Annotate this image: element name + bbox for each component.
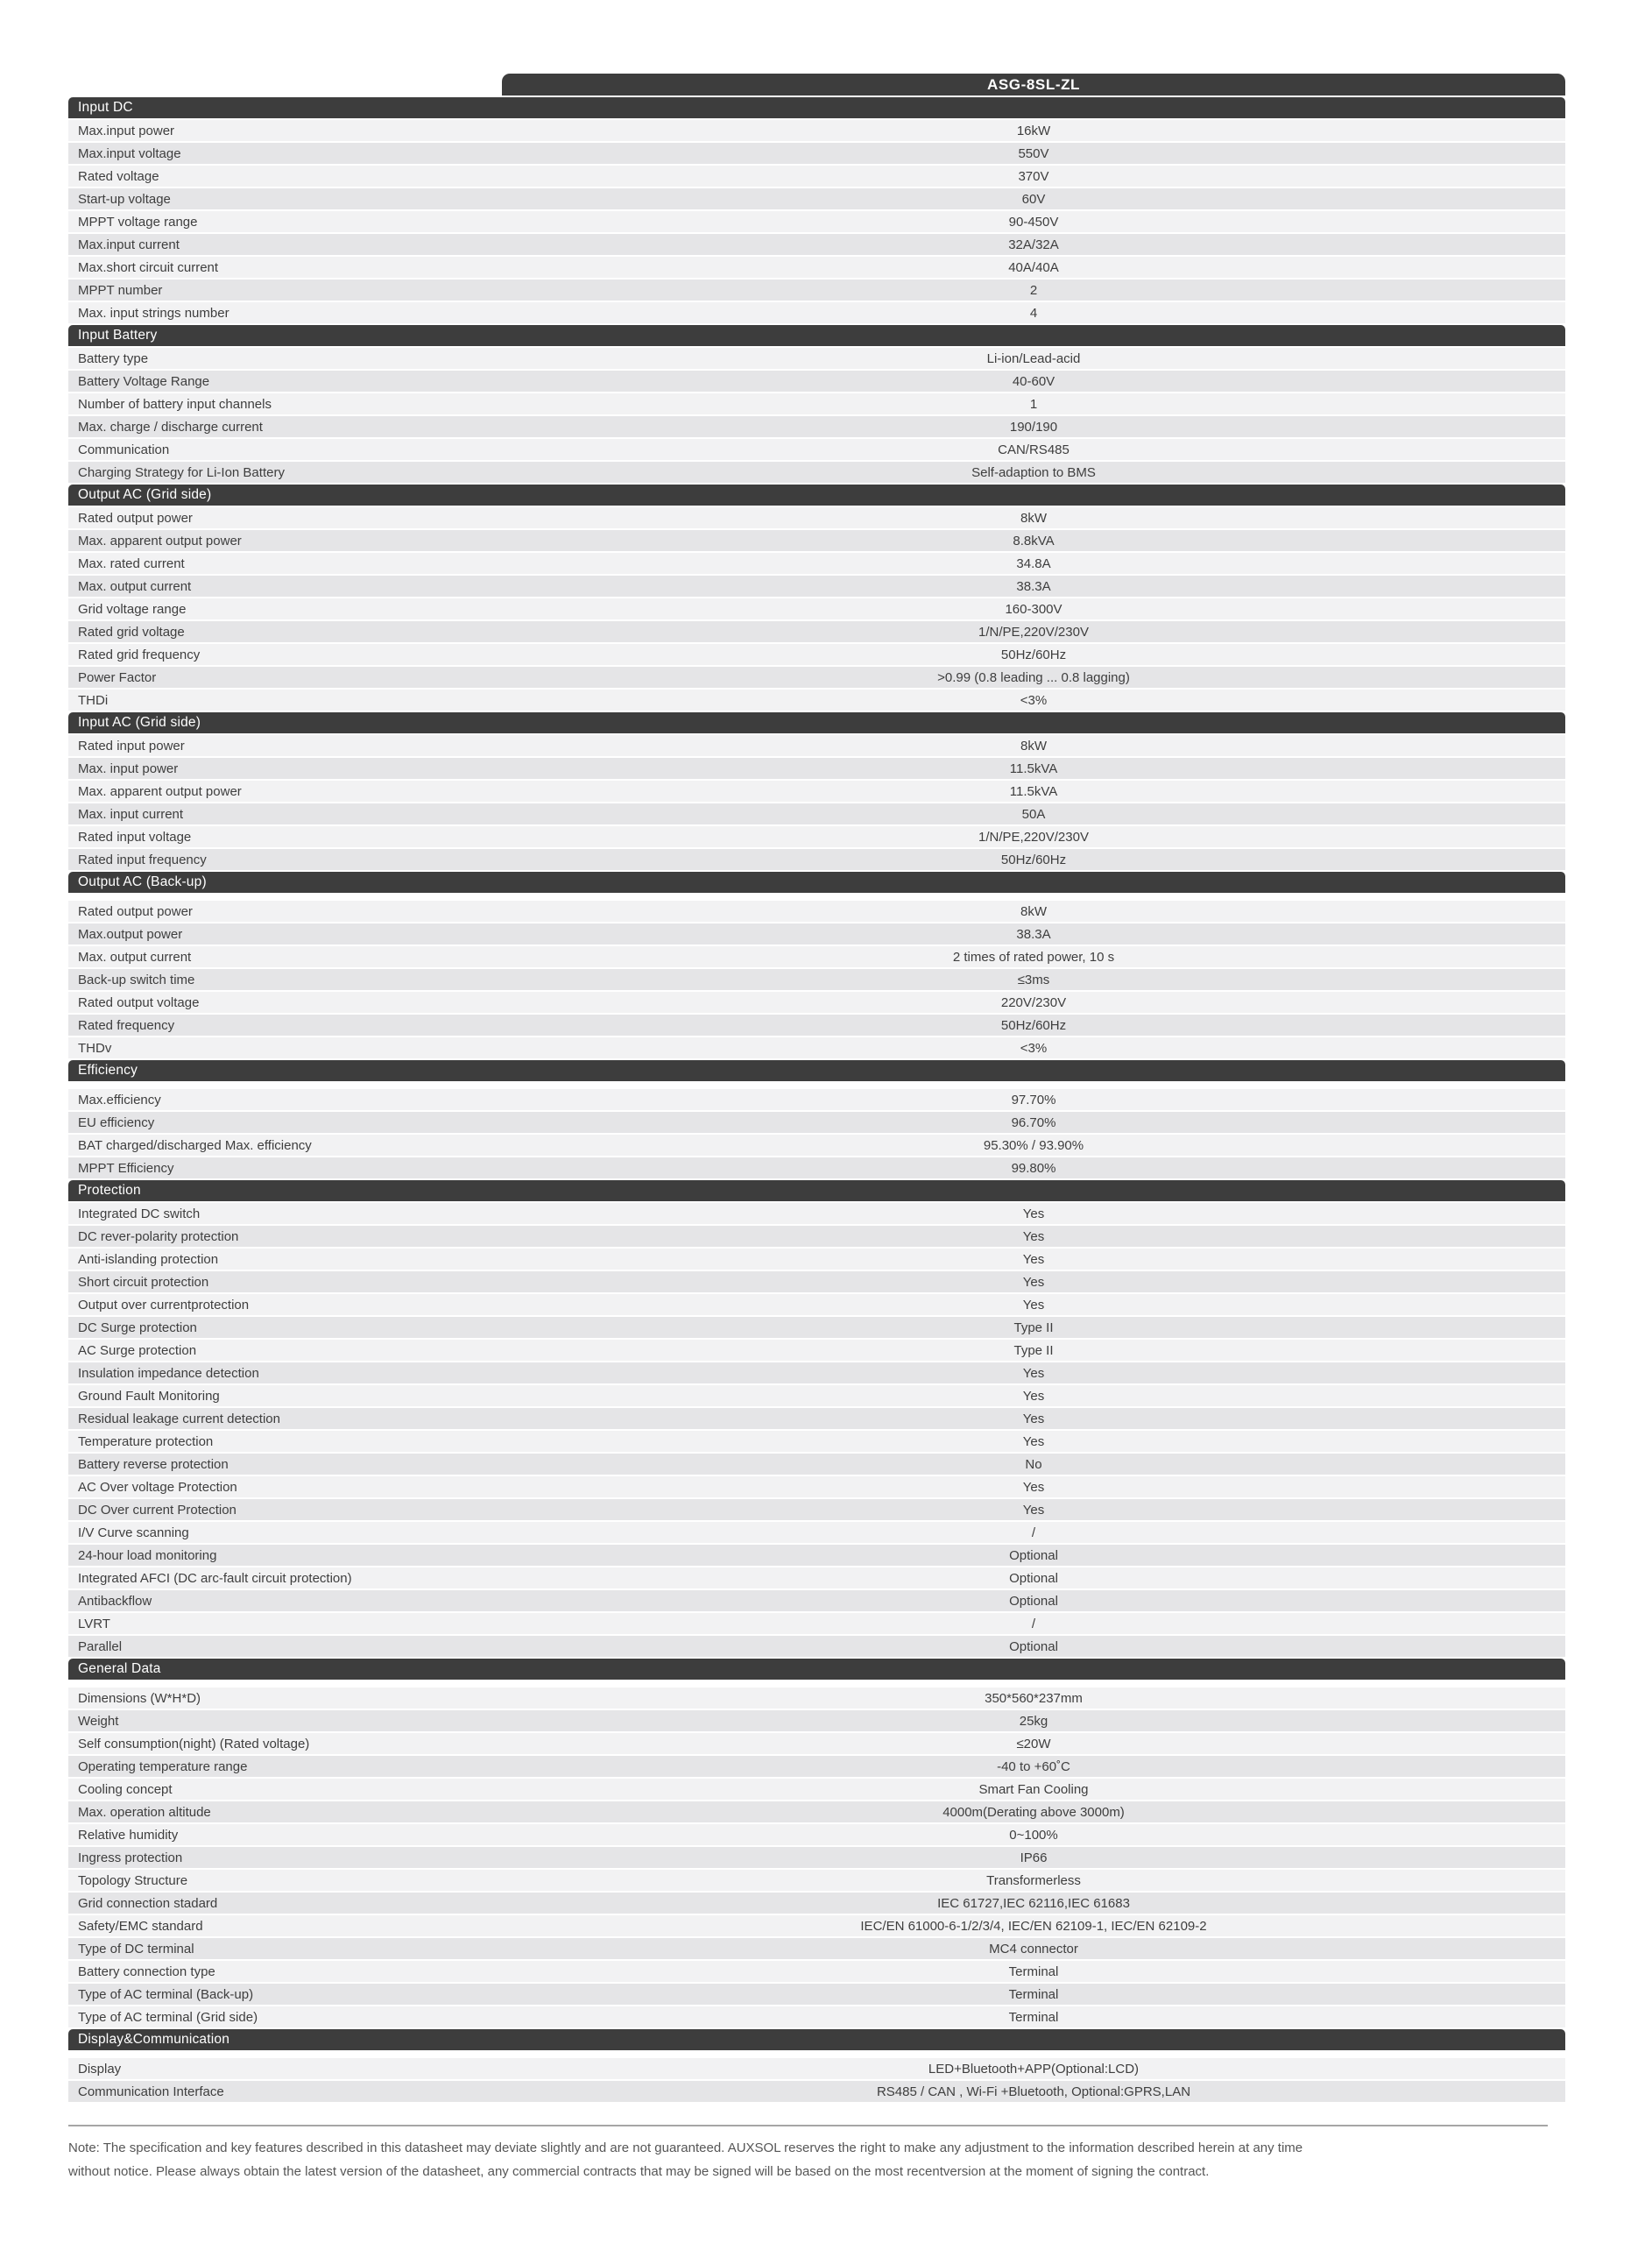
row-label: Grid voltage range (78, 601, 187, 617)
row-value: 97.70% (1011, 1092, 1056, 1107)
section-header (68, 1180, 1565, 1201)
spec-row (68, 1499, 1565, 1520)
section-display-communication (68, 2029, 1565, 2102)
row-value: 96.70% (1011, 1114, 1056, 1130)
spec-row (68, 257, 1565, 278)
spec-row (68, 826, 1565, 847)
spec-row (68, 393, 1565, 414)
row-value: 95.30% / 93.90% (983, 1137, 1084, 1153)
row-label: Cooling concept (78, 1781, 173, 1797)
row-label: Integrated AFCI (DC arc-fault circuit protection) (78, 1570, 352, 1586)
row-value: Terminal (1008, 2009, 1059, 2025)
row-value: -40 to +60˚C (997, 1758, 1070, 1774)
row-value: 50A (1021, 806, 1046, 822)
row-label: Antibackflow (78, 1593, 152, 1609)
section-input-dc (68, 97, 1565, 323)
spec-row (68, 1915, 1565, 1936)
spec-row (68, 1847, 1565, 1868)
section-title: Efficiency (78, 1063, 138, 1078)
row-label: AC Surge protection (78, 1342, 197, 1358)
row-value: 38.3A (1016, 578, 1051, 594)
row-value: RS485 / CAN , Wi-Fi +Bluetooth, Optional:GPRS,LAN (876, 2084, 1191, 2099)
section-header (68, 325, 1565, 346)
row-value: 40A/40A (1008, 259, 1059, 275)
row-value: Optional (1009, 1547, 1058, 1563)
spec-table (68, 74, 1565, 2183)
spec-row (68, 621, 1565, 642)
row-value: / (1031, 1525, 1036, 1540)
spec-row (68, 1112, 1565, 1133)
row-value: Type II (1013, 1342, 1054, 1358)
spec-row (68, 1317, 1565, 1338)
row-value: Yes (1022, 1365, 1045, 1381)
section-general-data (68, 1659, 1565, 2027)
section-header (68, 2029, 1565, 2050)
row-value: 11.5kVA (1009, 783, 1058, 799)
row-value: 220V/230V (1000, 994, 1067, 1010)
row-value: Yes (1022, 1274, 1045, 1290)
row-label: Start-up voltage (78, 191, 171, 207)
section-header (68, 1060, 1565, 1081)
row-value: Type II (1013, 1320, 1054, 1335)
footnote-line-1: Note: The specification and key features described in this datasheet may deviate slightly and are not guaranteed. AUXSOL reserves the right to make any adjustment to the information described herein at any time (68, 2140, 1303, 2155)
spec-row (68, 1037, 1565, 1058)
spec-row (68, 1385, 1565, 1406)
row-label: Insulation impedance detection (78, 1365, 259, 1381)
spec-row (68, 781, 1565, 802)
row-label: Back-up switch time (78, 972, 195, 987)
row-label: Weight (78, 1713, 119, 1729)
section-header (68, 872, 1565, 893)
row-value: Optional (1009, 1570, 1058, 1586)
row-label: Type of AC terminal (Grid side) (78, 2009, 258, 2025)
spec-row (68, 1590, 1565, 1611)
row-value: 1/N/PE,220V/230V (978, 829, 1089, 845)
row-value: <3% (1020, 692, 1048, 708)
row-value: ≤20W (1016, 1736, 1051, 1751)
row-value: Yes (1022, 1502, 1045, 1518)
spec-row (68, 1362, 1565, 1383)
spec-row (68, 1249, 1565, 1270)
row-label: Max. input power (78, 761, 179, 776)
row-label: Max.short circuit current (78, 259, 219, 275)
spec-sections (68, 97, 1565, 2102)
row-label: THDi (78, 692, 109, 708)
row-label: Max. operation altitude (78, 1804, 211, 1820)
row-value: 50Hz/60Hz (1000, 852, 1067, 867)
spec-row (68, 1476, 1565, 1497)
spec-row (68, 667, 1565, 688)
spec-row (68, 143, 1565, 164)
row-value: 550V (1018, 145, 1049, 161)
row-label: Type of DC terminal (78, 1941, 194, 1956)
section-title: Display&Communication (78, 2032, 230, 2047)
row-label: EU efficiency (78, 1114, 155, 1130)
row-label: DC rever-polarity protection (78, 1228, 239, 1244)
row-value: 160-300V (1005, 601, 1063, 617)
row-label: MPPT voltage range (78, 214, 198, 230)
row-label: Max. output current (78, 578, 192, 594)
row-label: Battery connection type (78, 1964, 215, 1979)
row-label: Max.input current (78, 237, 180, 252)
row-value: 99.80% (1011, 1160, 1056, 1176)
section-output-ac-back-up (68, 872, 1565, 1058)
row-value: 38.3A (1016, 926, 1051, 942)
footer-divider (68, 2125, 1548, 2126)
spec-row (68, 803, 1565, 824)
section-efficiency (68, 1060, 1565, 1178)
spec-row (68, 1340, 1565, 1361)
row-value: Li-ion/Lead-acid (986, 350, 1081, 366)
spec-row (68, 1938, 1565, 1959)
spec-row (68, 1203, 1565, 1224)
spec-row (68, 416, 1565, 437)
row-value: 40-60V (1012, 373, 1055, 389)
row-label: Max. apparent output power (78, 533, 242, 548)
spec-row (68, 946, 1565, 967)
row-label: Max. input strings number (78, 305, 229, 321)
row-value: 50Hz/60Hz (1000, 647, 1067, 662)
row-value: Smart Fan Cooling (978, 1781, 1089, 1797)
row-label: AC Over voltage Protection (78, 1479, 237, 1495)
spec-row (68, 462, 1565, 483)
row-value: Transformerless (986, 1872, 1081, 1888)
model-name: ASG-8SL-ZL (986, 75, 1081, 93)
footnote (68, 2137, 1565, 2183)
spec-row (68, 1961, 1565, 1982)
row-value: 32A/32A (1008, 237, 1059, 252)
spec-row (68, 211, 1565, 232)
row-label: Communication Interface (78, 2084, 224, 2099)
spec-row (68, 1613, 1565, 1634)
row-value: / (1031, 1616, 1036, 1631)
row-value: 60V (1021, 191, 1046, 207)
spec-row (68, 507, 1565, 528)
row-value: Terminal (1008, 1986, 1059, 2002)
row-label: Max.input power (78, 123, 175, 138)
row-label: 24-hour load monitoring (78, 1547, 217, 1563)
row-label: Relative humidity (78, 1827, 179, 1843)
row-value: 11.5kVA (1009, 761, 1058, 776)
section-output-ac-grid-side (68, 485, 1565, 711)
row-value: Yes (1022, 1433, 1045, 1449)
row-value: 2 (1029, 282, 1038, 298)
section-protection (68, 1180, 1565, 1657)
row-value: 16kW (1016, 123, 1051, 138)
spec-row (68, 758, 1565, 779)
row-label: Anti-islanding protection (78, 1251, 219, 1267)
row-label: Short circuit protection (78, 1274, 209, 1290)
row-value: Yes (1022, 1388, 1045, 1404)
spec-row (68, 553, 1565, 574)
row-value: 2 times of rated power, 10 s (952, 949, 1115, 965)
section-title: General Data (78, 1661, 161, 1676)
row-value: IP66 (1020, 1850, 1048, 1865)
section-title: Output AC (Back-up) (78, 874, 207, 889)
row-value: 25kg (1019, 1713, 1048, 1729)
spec-row (68, 1984, 1565, 2005)
spec-row (68, 348, 1565, 369)
row-label: Operating temperature range (78, 1758, 248, 1774)
row-label: Battery Voltage Range (78, 373, 210, 389)
row-label: Battery reverse protection (78, 1456, 229, 1472)
row-label: Self consumption(night) (Rated voltage) (78, 1736, 310, 1751)
spec-row (68, 576, 1565, 597)
footnote-line-2: without notice. Please always obtain the latest version of the datasheet, any commercial contracts that may be signed will be based on the most recentversion at the moment of signing the contract. (68, 2163, 1210, 2179)
spec-row (68, 2006, 1565, 2027)
row-value: 190/190 (1009, 419, 1058, 435)
spec-row (68, 1135, 1565, 1156)
spec-row (68, 1454, 1565, 1475)
spec-row (68, 923, 1565, 945)
row-label: Rated grid voltage (78, 624, 185, 640)
row-value: 1/N/PE,220V/230V (978, 624, 1089, 640)
spec-row (68, 2081, 1565, 2102)
row-value: 8kW (1020, 738, 1047, 754)
spec-row (68, 1870, 1565, 1891)
spec-row (68, 644, 1565, 665)
row-value: 8kW (1020, 903, 1047, 919)
row-label: Max. rated current (78, 555, 185, 571)
row-label: BAT charged/discharged Max. efficiency (78, 1137, 312, 1153)
section-header (68, 1659, 1565, 1680)
row-label: Charging Strategy for Li-Ion Battery (78, 464, 285, 480)
row-value: Yes (1022, 1479, 1045, 1495)
spec-row (68, 1408, 1565, 1429)
spec-row (68, 1801, 1565, 1822)
row-value: IEC/EN 61000-6-1/2/3/4, IEC/EN 62109-1, IEC/EN 62109-2 (860, 1918, 1207, 1934)
row-value: 370V (1018, 168, 1049, 184)
row-value: Yes (1022, 1297, 1045, 1313)
row-label: Rated voltage (78, 168, 159, 184)
section-header (68, 712, 1565, 733)
row-label: Battery type (78, 350, 149, 366)
spec-row (68, 166, 1565, 187)
row-label: Max. charge / discharge current (78, 419, 263, 435)
spec-row (68, 120, 1565, 141)
spec-row (68, 969, 1565, 990)
row-value: Yes (1022, 1206, 1045, 1221)
row-value: 8.8kVA (1013, 533, 1055, 548)
row-label: Topology Structure (78, 1872, 188, 1888)
row-value: >0.99 (0.8 leading ... 0.8 lagging) (937, 669, 1130, 685)
spec-row (68, 1089, 1565, 1110)
row-value: 34.8A (1016, 555, 1051, 571)
row-value: IEC 61727,IEC 62116,IEC 61683 (937, 1895, 1130, 1911)
row-label: Power Factor (78, 669, 157, 685)
row-label: Rated grid frequency (78, 647, 201, 662)
spec-row (68, 849, 1565, 870)
spec-row (68, 1824, 1565, 1845)
row-value: Optional (1009, 1638, 1058, 1654)
row-label: DC Over current Protection (78, 1502, 237, 1518)
spec-row (68, 1710, 1565, 1731)
row-value: Optional (1009, 1593, 1058, 1609)
spec-row (68, 530, 1565, 551)
row-label: Max.efficiency (78, 1092, 161, 1107)
row-value: Yes (1022, 1228, 1045, 1244)
row-label: Rated output voltage (78, 994, 200, 1010)
row-value: <3% (1020, 1040, 1048, 1056)
row-label: Dimensions (W*H*D) (78, 1690, 201, 1706)
row-value: 0~100% (1009, 1827, 1058, 1843)
row-label: Rated input voltage (78, 829, 192, 845)
row-value: CAN/RS485 (998, 442, 1070, 457)
row-label: Rated frequency (78, 1017, 175, 1033)
row-value: Self-adaption to BMS (971, 464, 1096, 480)
row-label: Grid connection stadard (78, 1895, 218, 1911)
section-title: Input DC (78, 100, 133, 115)
section-input-ac-grid-side (68, 712, 1565, 870)
spec-row (68, 1157, 1565, 1178)
spec-row (68, 1688, 1565, 1709)
spec-row (68, 901, 1565, 922)
spec-row (68, 1545, 1565, 1566)
row-label: MPPT number (78, 282, 163, 298)
row-label: Max. apparent output power (78, 783, 242, 799)
row-value: 350*560*237mm (985, 1690, 1083, 1706)
row-label: Temperature protection (78, 1433, 214, 1449)
spec-row (68, 302, 1565, 323)
row-value: 90-450V (1008, 214, 1059, 230)
row-label: Rated input frequency (78, 852, 207, 867)
spec-row (68, 234, 1565, 255)
row-label: Max.output power (78, 926, 183, 942)
spec-row (68, 690, 1565, 711)
row-label: MPPT Efficiency (78, 1160, 174, 1176)
row-label: DC Surge protection (78, 1320, 197, 1335)
row-label: Integrated DC switch (78, 1206, 201, 1221)
spec-row (68, 1294, 1565, 1315)
row-label: Ground Fault Monitoring (78, 1388, 220, 1404)
row-value: 8kW (1020, 510, 1047, 526)
row-label: LVRT (78, 1616, 110, 1631)
spec-row (68, 1567, 1565, 1588)
row-value: MC4 connector (989, 1941, 1078, 1956)
section-title: Protection (78, 1183, 141, 1198)
spec-row (68, 1226, 1565, 1247)
row-value: 50Hz/60Hz (1000, 1017, 1067, 1033)
row-value: Terminal (1008, 1964, 1059, 1979)
row-value: LED+Bluetooth+APP(Optional:LCD) (928, 2061, 1140, 2077)
row-label: Safety/EMC standard (78, 1918, 203, 1934)
spec-row (68, 279, 1565, 301)
row-label: Max.input voltage (78, 145, 181, 161)
row-value: 1 (1029, 396, 1038, 412)
spec-row (68, 598, 1565, 619)
row-label: Rated output power (78, 903, 193, 919)
row-label: Rated input power (78, 738, 185, 754)
row-label: Display (78, 2061, 122, 2077)
row-value: 4000m(Derating above 3000m) (942, 1804, 1125, 1820)
section-input-battery (68, 325, 1565, 483)
model-header-banner (502, 74, 1565, 96)
row-label: THDv (78, 1040, 112, 1056)
section-title: Input AC (Grid side) (78, 715, 201, 730)
section-title: Input Battery (78, 328, 158, 343)
row-value: 4 (1029, 305, 1038, 321)
spec-row (68, 1431, 1565, 1452)
spec-row (68, 1779, 1565, 1800)
spec-row (68, 1271, 1565, 1292)
row-label: Number of battery input channels (78, 396, 272, 412)
spec-row (68, 1522, 1565, 1543)
spec-row (68, 1015, 1565, 1036)
spec-row (68, 1893, 1565, 1914)
row-label: Rated output power (78, 510, 193, 526)
spec-row (68, 439, 1565, 460)
spec-row (68, 992, 1565, 1013)
row-label: Type of AC terminal (Back-up) (78, 1986, 254, 2002)
spec-row (68, 2058, 1565, 2079)
spec-row (68, 1756, 1565, 1777)
section-header (68, 97, 1565, 118)
row-value: ≤3ms (1017, 972, 1050, 987)
row-label: Ingress protection (78, 1850, 183, 1865)
row-label: Max. output current (78, 949, 192, 965)
row-label: I/V Curve scanning (78, 1525, 189, 1540)
spec-row (68, 371, 1565, 392)
section-title: Output AC (Grid side) (78, 487, 212, 502)
spec-row (68, 1733, 1565, 1754)
row-value: Yes (1022, 1251, 1045, 1267)
spec-row (68, 188, 1565, 209)
section-header (68, 485, 1565, 506)
spec-row (68, 1636, 1565, 1657)
row-label: Communication (78, 442, 170, 457)
row-value: No (1025, 1456, 1042, 1472)
row-label: Parallel (78, 1638, 123, 1654)
row-value: Yes (1022, 1411, 1045, 1426)
spec-row (68, 735, 1565, 756)
row-label: Output over currentprotection (78, 1297, 250, 1313)
row-label: Max. input current (78, 806, 184, 822)
row-label: Residual leakage current detection (78, 1411, 280, 1426)
